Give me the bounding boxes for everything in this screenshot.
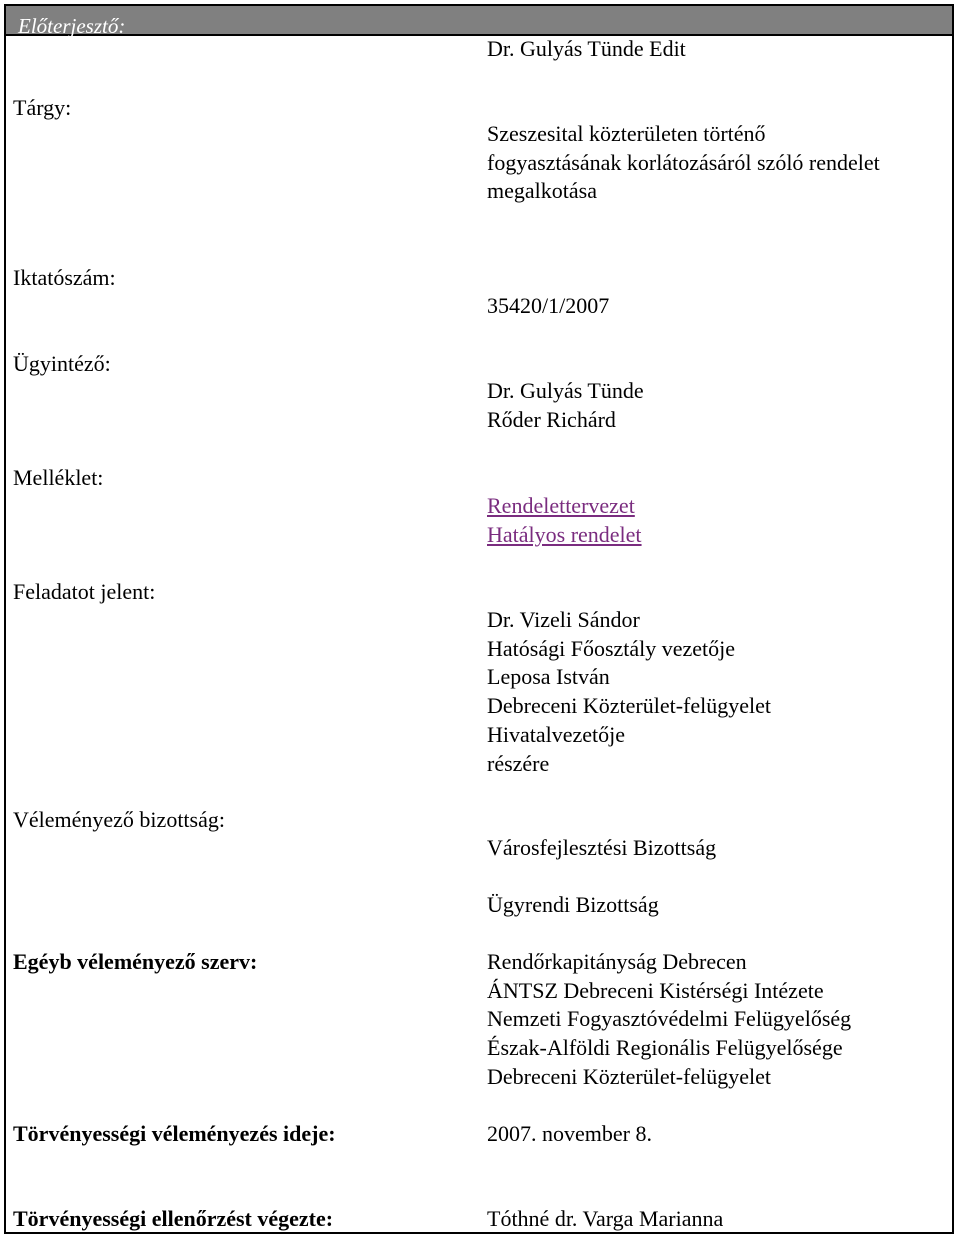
other-reviewers-value [487,948,851,1092]
legal-check-label: Törvényességi ellenőrzést végezte: [13,1206,334,1231]
presenter-label: Előterjesztő: [18,14,126,38]
legal-review-date-label: Törvényességi véleményezés ideje: [13,1121,336,1146]
subject-label: Tárgy: [13,95,72,120]
task-reported-line: Dr. Vizeli Sándor [487,607,640,632]
committee-item: Ügyrendi Bizottság [487,892,659,917]
case-officer-line: Rőder Richárd [487,406,616,432]
subject-line: fogyasztásának korlátozásáról szóló rendelet [487,149,880,175]
file-number-value: 35420/1/2007 [487,293,610,318]
presenter-name: Dr. Gulyás Tünde Edit [487,36,686,61]
attachment-links [487,492,642,549]
task-reported-label: Feladatot jelent: [13,579,156,604]
other-reviewer-line: Debreceni Közterület-felügyelet [487,1063,772,1089]
subject-value [487,120,880,206]
file-number-label: Iktatószám: [13,265,116,290]
committee-label: Véleményező bizottság: [13,807,225,832]
case-officer-label: Ügyintéző: [13,351,111,376]
task-reported-value [487,606,771,778]
other-reviewers-label: Egéyb véleményező szerv: [13,949,258,974]
attachment-label: Melléklet: [13,465,104,490]
legal-review-date-value: 2007. november 8. [487,1121,652,1146]
other-reviewer-line: Rendőrkapitányság Debrecen [487,949,747,974]
legal-check-value: Tóthné dr. Varga Marianna [487,1206,724,1231]
task-reported-line: Leposa István [487,664,610,690]
subject-line: megalkotása [487,178,597,204]
case-officer-value [487,377,644,434]
draft-regulation-link[interactable]: Rendelettervezet [487,493,635,518]
task-reported-line: Hivatalvezetője [487,721,626,747]
current-regulation-link[interactable]: Hatályos rendelet [487,521,642,547]
other-reviewer-line: ÁNTSZ Debreceni Kistérségi Intézete [487,977,824,1003]
subject-line: Szeszesital közterületen történő [487,121,766,146]
header-bar [6,6,952,36]
other-reviewer-line: Nemzeti Fogyasztóvédelmi Felügyelőség [487,1006,852,1032]
other-reviewer-line: Észak-Alföldi Regionális Felügyelősége [487,1035,843,1061]
task-reported-line: Hatósági Főosztály vezetője [487,635,736,661]
case-officer-line: Dr. Gulyás Tünde [487,378,644,403]
task-reported-line: Debreceni Közterület-felügyelet [487,693,772,719]
task-reported-line: részére [487,750,550,776]
committee-item: Városfejlesztési Bizottság [487,835,717,860]
